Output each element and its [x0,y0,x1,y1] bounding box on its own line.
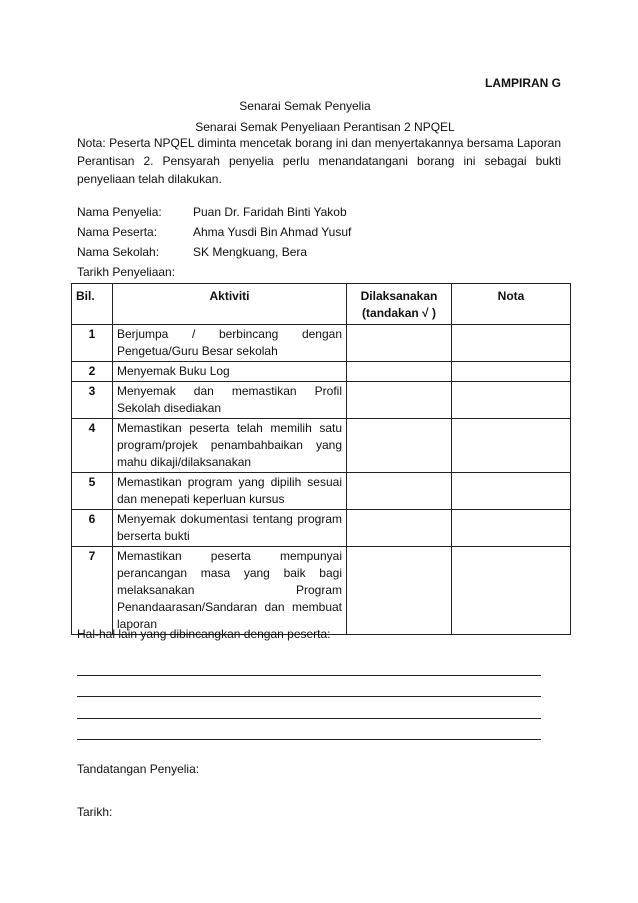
discussion-line[interactable] [77,675,541,676]
row-note-cell[interactable] [452,419,571,473]
table-row [72,510,571,547]
field-row-supervisor [77,202,351,222]
annex-label: LAMPIRAN G [485,76,561,90]
field-label: Nama Sekolah: [77,245,160,259]
field-label: Nama Peserta: [77,225,158,239]
discussion-line[interactable] [77,718,541,719]
date-label: Tarikh: [77,805,113,819]
row-activity: Menyemak dan memastikan Profil Sekolah disediakan [113,382,347,419]
row-done-cell[interactable] [347,325,452,362]
row-number: 5 [72,473,113,510]
row-done-cell[interactable] [347,547,452,635]
row-note-cell[interactable] [452,510,571,547]
field-label: Nama Penyelia: [77,205,162,219]
checklist-table [71,283,571,635]
row-number: 2 [72,362,113,382]
row-note-cell[interactable] [452,382,571,419]
header-bil: Bil. [72,284,113,325]
field-row-date [77,262,351,282]
row-note-cell[interactable] [452,547,571,635]
field-row-school [77,242,351,262]
row-note-cell[interactable] [452,473,571,510]
discussion-line[interactable] [77,739,541,740]
participant-fields [77,202,351,282]
header-done-label: Dilaksanakan [360,289,438,303]
row-done-cell[interactable] [347,362,452,382]
row-note-cell[interactable] [452,362,571,382]
table-row [72,362,571,382]
row-number: 4 [72,419,113,473]
row-done-cell[interactable] [347,473,452,510]
table-row [72,547,571,635]
field-label: Tarikh Penyeliaan: [77,265,176,279]
table-row [72,473,571,510]
instruction-note: Nota: Peserta NPQEL diminta mencetak borang ini dan menyertakannya bersama Laporan Perantisan 2. Pensyarah penyelia perlu menandatangani borang ini sebagai bukti penyeliaan telah dilakukan. [77,136,561,186]
row-activity: Berjumpa / berbincang dengan Pengetua/Guru Besar sekolah [113,325,347,362]
row-activity: Menyemak Buku Log [113,362,347,382]
row-done-cell[interactable] [347,382,452,419]
row-number: 3 [72,382,113,419]
header-done [347,284,452,325]
row-number: 7 [72,547,113,635]
field-row-participant [77,222,351,242]
school-name: SK Mengkuang, Bera [193,245,308,259]
row-activity: Memastikan peserta telah memilih satu program/projek penambahbaikan yang mahu dikaji/dilaksanakan [113,419,347,473]
participant-name: Ahma Yusdi Bin Ahmad Yusuf [193,225,352,239]
form-title: Senarai Semak Penyelia [239,99,371,113]
row-activity: Menyemak dokumentasi tentang program berserta bukti [113,510,347,547]
header-note: Nota [452,284,571,325]
row-done-cell[interactable] [347,510,452,547]
signature-label: Tandatangan Penyelia: [77,762,200,776]
table-header-row [72,284,571,325]
header-activity: Aktiviti [113,284,347,325]
row-number: 1 [72,325,113,362]
discussion-line[interactable] [77,696,541,697]
row-activity: Memastikan peserta mempunyai perancangan masa yang baik bagi melaksanakan Program Penandaarasan/Sandaran dan membuat laporan [113,547,347,635]
row-done-cell[interactable] [347,419,452,473]
form-subtitle: Senarai Semak Penyeliaan Perantisan 2 NPQEL [195,120,455,134]
table-row [72,325,571,362]
supervisor-name: Puan Dr. Faridah Binti Yakob [193,205,347,219]
row-note-cell[interactable] [452,325,571,362]
row-activity: Memastikan program yang dipilih sesuai dan menepati keperluan kursus [113,473,347,510]
table-row [72,419,571,473]
header-done-hint: (tandakan √ ) [362,306,436,320]
discussion-label: Hal-hal lain yang dibincangkan dengan peserta: [77,627,331,641]
table-row [72,382,571,419]
row-number: 6 [72,510,113,547]
